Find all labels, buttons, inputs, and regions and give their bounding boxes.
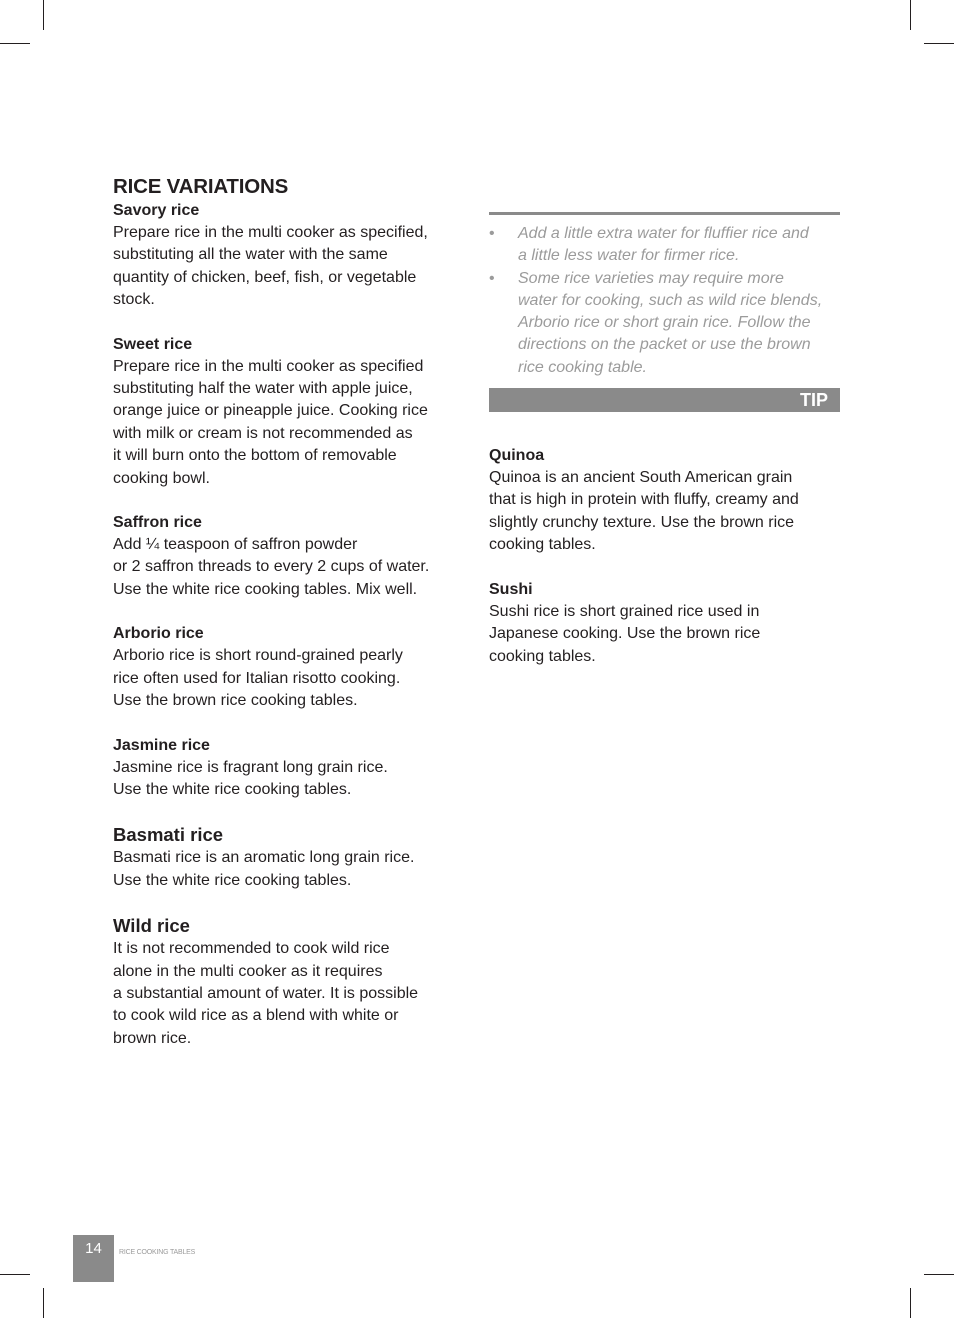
section [113, 200, 463, 312]
body-line: Arborio rice is short round-grained pearly [113, 647, 403, 665]
section [489, 579, 840, 668]
body-line: cooking tables. [489, 647, 596, 665]
body-line: Basmati rice is an aromatic long grain rice. [113, 849, 415, 867]
section [113, 914, 463, 1050]
body-line: that is high in protein with fluffy, creamy and [489, 491, 799, 509]
section-title: Jasmine rice [113, 736, 210, 754]
crop-mark [924, 1274, 954, 1275]
body-line: substituting half the water with apple juice, [113, 380, 413, 398]
section-body [113, 938, 463, 1050]
crop-mark [0, 1274, 30, 1275]
section-body [489, 601, 840, 668]
section-title: Sweet rice [113, 335, 193, 353]
right-column [489, 212, 840, 690]
section-body [113, 356, 463, 490]
body-line: orange juice or pineapple juice. Cooking rice [113, 402, 428, 420]
tip-label-bar [489, 388, 840, 412]
crop-mark [910, 0, 911, 30]
bullet-icon: • [489, 269, 495, 287]
footer-label: RICE COOKING TABLES [119, 1249, 196, 1256]
crop-mark [0, 43, 30, 44]
section [113, 735, 463, 802]
tip-label: TIP [799, 390, 828, 411]
section-title: Savory rice [113, 202, 200, 219]
body-line: cooking tables. [489, 536, 596, 554]
section [113, 334, 463, 490]
section [113, 512, 463, 601]
section-title: Quinoa [489, 447, 545, 465]
body-line: Use the brown rice cooking tables. [113, 692, 358, 710]
tip-line: Some rice varieties may require more [518, 269, 784, 287]
tip-line: water for cooking, such as wild rice blends, [518, 291, 823, 309]
tip-line: Add a little extra water for fluffier rice and [518, 225, 809, 242]
body-line: Quinoa is an ancient South American grain [489, 469, 793, 487]
body-line: Prepare rice in the multi cooker as specified [113, 357, 424, 375]
section-body [113, 757, 463, 802]
tip-line: rice cooking table. [518, 358, 647, 376]
page-number: 14 [85, 1240, 102, 1257]
body-line: or 2 saffron threads to every 2 cups of water. [113, 558, 430, 576]
crop-mark [43, 0, 44, 30]
page-title: RICE VARIATIONS [113, 175, 289, 198]
body-line: Jasmine rice is fragrant long grain rice. [113, 758, 388, 776]
body-line: quantity of chicken, beef, fish, or vegetable [113, 268, 417, 286]
body-line: with milk or cream is not recommended as [113, 424, 413, 442]
body-line: Prepare rice in the multi cooker as specified, [113, 224, 428, 241]
left-sections [113, 200, 463, 1050]
body-line: a substantial amount of water. It is possible [113, 984, 419, 1002]
section-title: Saffron rice [113, 514, 202, 532]
section-body [113, 534, 463, 601]
body-line: stock. [113, 291, 155, 309]
body-line: substituting all the water with the same [113, 246, 388, 264]
body-line: Use the white rice cooking tables. Mix well. [113, 580, 418, 598]
bullet-icon: • [489, 225, 495, 242]
body-line: Japanese cooking. Use the brown rice [489, 625, 761, 643]
body-line: it will burn onto the bottom of removable [113, 447, 397, 465]
crop-mark [43, 1288, 44, 1318]
body-line: It is not recommended to cook wild rice [113, 940, 390, 958]
section-body [113, 645, 463, 712]
body-line: to cook wild rice as a blend with white or [113, 1007, 399, 1025]
section-title: Basmati rice [113, 824, 224, 846]
section-body [113, 222, 463, 312]
right-sections [489, 445, 840, 668]
crop-mark [910, 1288, 911, 1318]
section-title: Wild rice [113, 915, 190, 937]
left-column [113, 174, 463, 1072]
body-line: alone in the multi cooker as it requires [113, 962, 383, 980]
body-line: Add ¼ teaspoon of saffron powder [113, 536, 358, 554]
body-line: slightly crunchy texture. Use the brown rice [489, 513, 795, 531]
section [113, 623, 463, 712]
tip-line: Arborio rice or short grain rice. Follow the [518, 314, 811, 332]
tip-item [489, 223, 840, 268]
page-number-box [73, 1235, 114, 1282]
crop-mark [924, 43, 954, 44]
body-line: cooking bowl. [113, 469, 210, 487]
tip-item [489, 268, 840, 379]
section-body [489, 467, 840, 557]
section-title: Arborio rice [113, 625, 204, 643]
tip-list [489, 223, 840, 379]
tip-box [489, 212, 840, 412]
tip-line: a little less water for firmer rice. [518, 247, 740, 265]
body-line: Use the white rice cooking tables. [113, 780, 352, 798]
body-line: Use the white rice cooking tables. [113, 871, 352, 889]
section [489, 445, 840, 557]
section [113, 823, 463, 892]
tip-line: directions on the packet or use the brown [518, 336, 811, 354]
section-title: Sushi [489, 580, 533, 598]
body-line: rice often used for Italian risotto cooking. [113, 669, 401, 687]
section-body [113, 847, 463, 892]
body-line: Sushi rice is short grained rice used in [489, 602, 760, 620]
body-line: brown rice. [113, 1029, 192, 1047]
